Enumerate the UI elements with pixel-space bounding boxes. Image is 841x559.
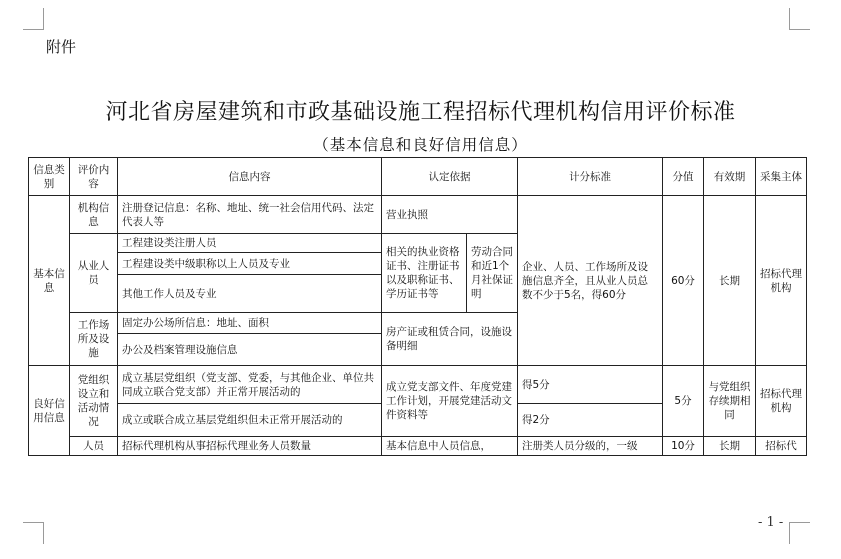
eval-staff: 从业人员 xyxy=(70,234,118,313)
staff-other: 其他工作人员及专业 xyxy=(118,275,382,313)
credit-evaluation-table xyxy=(28,157,807,456)
crop-mark-bottom-right-v xyxy=(789,522,790,544)
header-info-category: 信息类别 xyxy=(29,158,70,196)
eval-personnel: 人员 xyxy=(70,437,118,456)
staff-basis-contracts: 劳动合同和近1个月社保证明 xyxy=(467,234,518,313)
crop-mark-top-left-h xyxy=(23,29,44,30)
institution-content: 注册登记信息：名称、地址、统一社会信用代码、法定代表人等 xyxy=(118,196,382,234)
category-good-credit: 良好信用信息 xyxy=(29,366,70,456)
table-row xyxy=(29,437,807,456)
crop-mark-top-right-h xyxy=(789,29,810,30)
crop-mark-top-left-v xyxy=(43,8,44,30)
table-row xyxy=(29,196,807,234)
venue-basis: 房产证或租赁合同，设施设备明细 xyxy=(382,313,518,366)
personnel-collector: 招标代 xyxy=(756,437,807,456)
header-basis: 认定依据 xyxy=(382,158,518,196)
header-score: 分值 xyxy=(663,158,704,196)
crop-mark-bottom-right-h xyxy=(789,522,810,523)
party-row-normal: 成立基层党组织（党支部、党委，与其他企业、单位共同成立联合党支部）并正常开展活动的 xyxy=(118,366,382,404)
party-basis: 成立党支部文件、年度党建工作计划，开展党建活动文件资料等 xyxy=(382,366,518,437)
party-collector: 招标代理机构 xyxy=(756,366,807,437)
attachment-label: 附件 xyxy=(46,38,77,56)
eval-workplace: 工作场所及设施 xyxy=(70,313,118,366)
crop-mark-bottom-left-h xyxy=(23,522,44,523)
staff-intermediate-title: 工程建设类中级职称以上人员及专业 xyxy=(118,253,382,275)
header-collector: 采集主体 xyxy=(756,158,807,196)
personnel-validity: 长期 xyxy=(704,437,756,456)
staff-registered: 工程建设类注册人员 xyxy=(118,234,382,253)
header-eval-content: 评价内容 xyxy=(70,158,118,196)
page-number: - 1 - xyxy=(758,515,784,530)
document-title: 河北省房屋建筑和市政基础设施工程招标代理机构信用评价标准 xyxy=(105,100,736,125)
party-validity: 与党组织存续期相同 xyxy=(704,366,756,437)
party-score: 5分 xyxy=(663,366,704,437)
basic-scoring: 企业、人员、工作场所及设施信息齐全，且从业人员总数不少于5名，得60分 xyxy=(518,196,663,366)
document-subtitle: （基本信息和良好信用信息） xyxy=(313,136,528,154)
category-basic-info: 基本信息 xyxy=(29,196,70,366)
party-scoring-5: 得5分 xyxy=(518,366,663,404)
basic-score: 60分 xyxy=(663,196,704,366)
crop-mark-top-right-v xyxy=(789,8,790,30)
personnel-scoring: 注册类人员分级的，一级 xyxy=(518,437,663,456)
basic-collector: 招标代理机构 xyxy=(756,196,807,366)
crop-mark-bottom-left-v xyxy=(43,522,44,544)
venue-facilities: 办公及档案管理设施信息 xyxy=(118,334,382,366)
eval-institution-info: 机构信息 xyxy=(70,196,118,234)
staff-basis-certificates: 相关的执业资格证书、注册证书以及职称证书、学历证书等 xyxy=(382,234,467,313)
header-validity: 有效期 xyxy=(704,158,756,196)
personnel-score: 10分 xyxy=(663,437,704,456)
venue-office: 固定办公场所信息：地址、面积 xyxy=(118,313,382,334)
party-row-inactive: 成立或联合成立基层党组织但未正常开展活动的 xyxy=(118,404,382,437)
header-info-content: 信息内容 xyxy=(118,158,382,196)
institution-basis: 营业执照 xyxy=(382,196,518,234)
personnel-basis: 基本信息中人员信息， xyxy=(382,437,518,456)
eval-party-org: 党组织设立和活动情况 xyxy=(70,366,118,437)
table-header-row xyxy=(29,158,807,196)
header-scoring: 计分标准 xyxy=(518,158,663,196)
personnel-content: 招标代理机构从事招标代理业务人员数量 xyxy=(118,437,382,456)
table-row xyxy=(29,366,807,404)
basic-validity: 长期 xyxy=(704,196,756,366)
party-scoring-2: 得2分 xyxy=(518,404,663,437)
